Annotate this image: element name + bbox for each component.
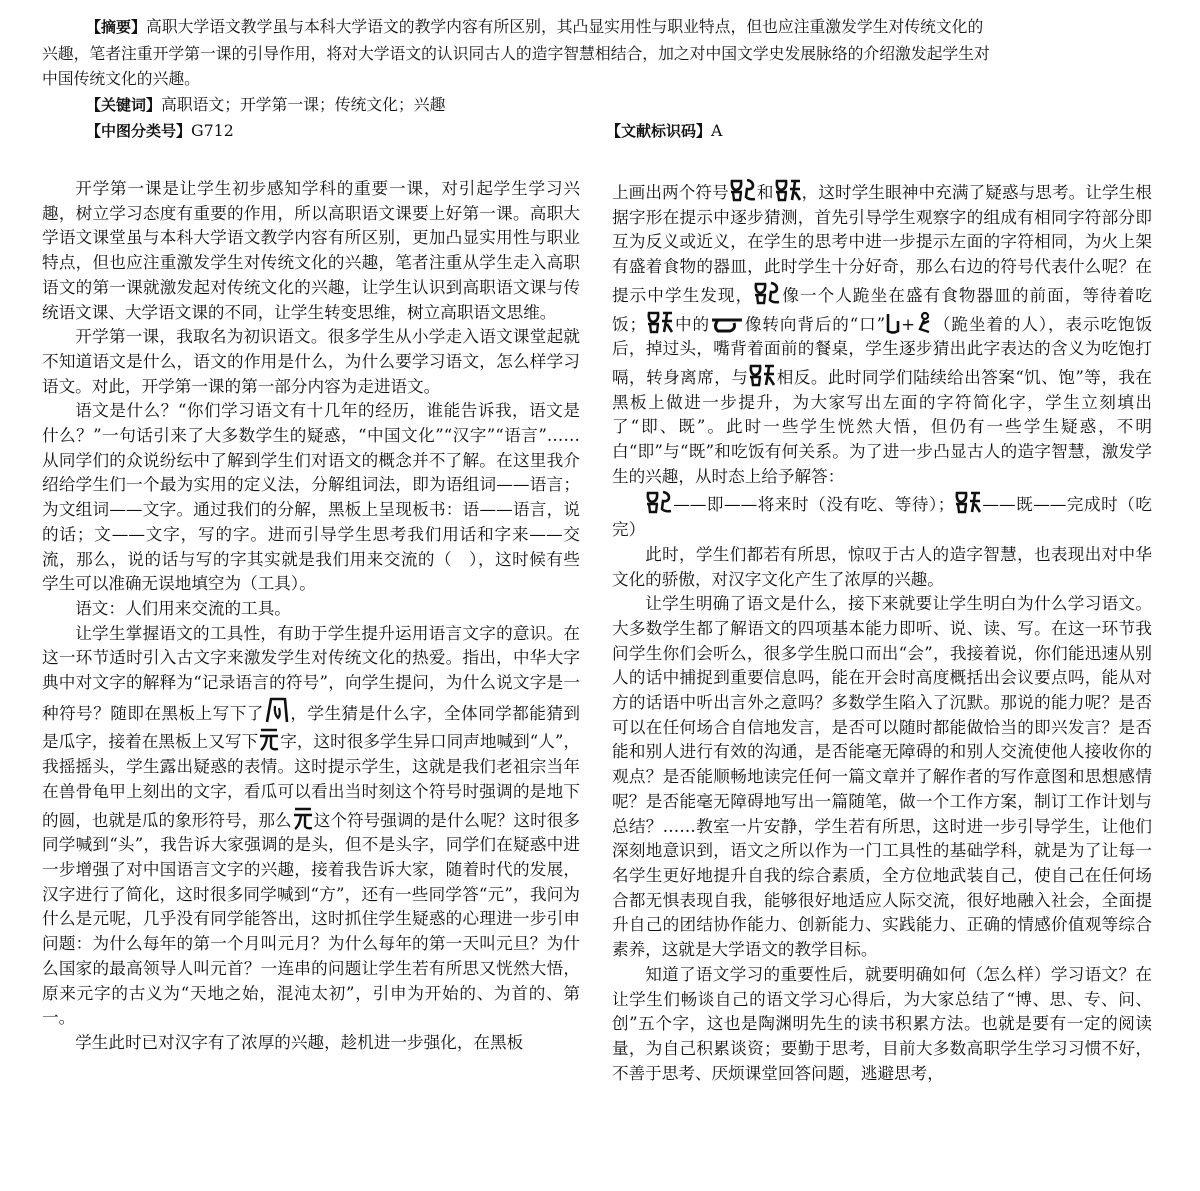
- body-paragraph: 开学第一课是让学生初步感知学科的重要一课，对引起学生学习兴趣，树立学习态度有重要的作用，所以高职语文课要上好第一课。高职大学语文课堂虽与本科大学语文教学内容有所区别，更加凸显实用性与职业特点，但也应注重激发学生对传统文化的兴趣，笔者注重从学生走入高职语文的第一课就激发起对传统文化的兴趣，让学生认识到高职语文课与传统语文课、大学语文课的不同，让学生转变思维，树立高职语文思维。: [42, 179, 580, 322]
- body-paragraph: 开学第一课，我取名为初识语文。很多学生从小学走入语文课堂起就不知道语文是什么，语文的作用是什么，为什么要学习语文，怎么样学习语文。对此，开学第一课的第一部分内容为走进语文。: [42, 327, 580, 396]
- body-right-column: [612, 177, 1152, 1086]
- text-run: 这个符号强调的是什么呢？这时很多同学喊到“头”，我告诉大家强调的是头，但不是头字，同学们在疑惑中进一步增强了对中国语言文字的兴趣，接着我告诉大家，随着时代的发展，汉字进行了简化，这时很多同学喊到“方”，还有一些同学答“元”，我问为什么是元呢，几乎没有同学能答出，这时抓住学生疑惑的心理进一步引申问题：为什么每年的第一个月叫元月？为什么每年的第一天叫元旦？为什么国家的最高领导人叫元首？一连串的问题让学生若有所思又恍然大悟，原来元字的古义为“天地之始，混沌太初”，引申为开始的、为首的、第一。: [42, 810, 581, 1028]
- text-run: ——既——完成时（吃完）: [612, 495, 1153, 540]
- classification-label: 【中图分类号】: [86, 122, 192, 140]
- text-run: ——即——将来时（没有吃、等待）；: [673, 495, 955, 515]
- abstract-label: 【摘要】: [86, 18, 147, 36]
- document-code-label: 【文献标识码】: [606, 122, 712, 140]
- ji-ancient-glyph-icon: [729, 177, 757, 203]
- text-run: 字，这时很多学生异口同声地喊到“人”，我摇摇头，学生露出疑惑的表情。这时提示学生，这就是我们老祖宗当年在兽骨龟甲上刻出的文字，看瓜可以看出当时刻这个符号时强调的是地下的圆，也就是瓜的象形符号，那么: [42, 732, 581, 830]
- abstract-text-1: 高职大学语文教学虽与本科大学语文的教学内容有所区别，其凸显实用性与职业特点，但也应注重激发学生对传统文化的: [146, 17, 984, 36]
- definition-line: 语文：人们用来交流的工具。: [75, 598, 291, 618]
- text-run: 上画出两个符号: [612, 183, 729, 202]
- turned-mouth-glyph-icon: [710, 315, 744, 335]
- abstract-line-2: 兴趣，笔者注重开学第一课的引导作用，将对大学语文的认识同古人的造字智慧相结合，加之对中国文学史发展脉络的介绍激发起学生对: [42, 43, 990, 63]
- ji-complete-ancient-glyph-icon: [748, 362, 776, 388]
- keywords-text: 高职语文；开学第一课；传统文化；兴趣: [161, 94, 446, 114]
- document-code: [606, 118, 722, 145]
- ji-complete-ancient-glyph-icon: [646, 309, 674, 335]
- keywords-line: [42, 92, 1162, 119]
- text-run: ，学生猜是什么字，全体同学都能猜到是瓜字，接着在黑板上又写下: [42, 703, 581, 752]
- abstract-line-3: 中国传统文化的兴趣。: [42, 69, 200, 88]
- text-run: 像一个人跪坐在盛有食物器皿的前面，等待着吃饭；: [612, 285, 1153, 334]
- text-run: 中的: [674, 314, 710, 334]
- keywords-label: 【关键词】: [86, 95, 162, 114]
- abstract-line-1: [42, 14, 1162, 41]
- body-paragraph: 此时，学生们都若有所思，惊叹于古人的造字智慧，也表现出对中华文化的骄傲，对汉字文化产生了浓厚的兴趣。: [612, 544, 1152, 589]
- body-paragraph: [612, 489, 1152, 542]
- kneeling-person-glyph-icon: [915, 311, 933, 335]
- text-run: 相反。此时同学们陆续给出答案“饥、饱”等，我在黑板上做进一步提升，为大家写出左面的字符简化字，学生立刻填出了“即、既”。此时一些学生恍然大悟，但仍有一些学生疑惑，不明白“即”与“既”和吃饭有何关系。为了进一步凸显古人的造字智慧，激发学生的兴趣，从时态上给予解答：: [612, 367, 1153, 486]
- text-run: 像转向背后的“口”: [743, 314, 886, 334]
- classification-code: G712: [191, 121, 234, 140]
- document-code-value: A: [711, 121, 723, 140]
- mouth-glyph-icon: [885, 311, 901, 335]
- text-run: +: [901, 314, 916, 334]
- text-run: 和: [756, 183, 774, 202]
- classification-line: [42, 118, 1162, 144]
- text-run: （跪坐着的人），表示吃饱饭后，掉过头，嘴背着面前的餐桌，学生逐步猜出此字表达的含义为吃饱打嗝，转身离席，与: [612, 314, 1153, 387]
- yuan-ancient-glyph-icon: [258, 726, 280, 752]
- ji-complete-ancient-glyph-icon: [774, 177, 802, 203]
- text-run: ，这时学生眼神中充满了疑惑与思考。让学生根据字形在提示中逐步猜测，首先引导学生观察字的组成有相同字符部分即互为反义或近义，在学生的思考中进一步提示左面的字符相同，为火上架有盛着食物的器皿，此时学生十分好奇，那么右边的符号代表什么呢？在提示中学生发现，: [612, 183, 1153, 305]
- body-left-column: [42, 177, 580, 1056]
- body-paragraph: 让学生明确了语文是什么，接下来就要让学生明白为什么学习语文。大多数学生都了解语文的四项基本能力即听、说、读、写。在这一环节我问学生你们会听么，很多学生脱口而出“会”，我接着说，你们能迅速从别人的话中捕捉到重要信息吗，能在开会时高度概括出会议要点吗，能从对方的话语中听出言外之意吗？多数学生陷入了沉默。那说的能力呢？是否可以在任何场合自信地发言，是否可以随时都能做恰当的即兴发言？是否能和别人进行有效的沟通，是否能毫无障碍的和别人交流使他人接收你的观点？是否能顺畅地读完任何一篇文章并了解作者的写作意图和思想感情呢？是否能毫无障碍地写出一篇随笔，做一个工作方案，制订工作计划与总结？……教室一片安静，学生若有所思，这时进一步引导学生，让他们深刻地意识到，语文之所以作为一门工具性的基础学科，就是为了让每一名学生更好地提升自我的综合素质，全方位地武装自己，使自己在任何场合都无惧表现自我，能够很好地适应人际交流，很好地融入社会，全面提升自己的团结协作能力、创新能力、实践能力、正确的情感价值观等综合素养，这就是大学语文的教学目标。: [612, 594, 1152, 960]
- gua-ancient-glyph-icon: [264, 696, 290, 724]
- ji-complete-ancient-glyph-icon: [954, 489, 982, 515]
- body-paragraph: 学生此时已对汉字有了浓厚的兴趣，趁机进一步强化，在黑板: [75, 1032, 524, 1052]
- paper-header: [42, 14, 1162, 144]
- body-paragraph: [42, 622, 580, 1031]
- ji-ancient-glyph-icon: [753, 280, 781, 306]
- body-paragraph: [612, 177, 1152, 489]
- body-paragraph: 语文是什么？“你们学习语文有十几年的经历，谁能告诉我，语文是什么？”一句话引来了大多数学生的疑惑，“中国文化”“汉字”“语言”……从同学们的众说纷纭中了解到学生们对语文的概念并不了解。在这里我介绍给学生们一个最为实用的定义法，分解组词法，即为语组词——语言；为文组词——文字。通过我们的分解，黑板上呈现板书：语——语言，说的话；文——文字，写的字。进而引导学生思考我们用话和字来——交流，那么，说的话与写的字其实就是我们用来交流的（ ），这时候有些学生可以准确无误地填空为（工具）。: [42, 401, 580, 594]
- body-paragraph: 知道了语文学习的重要性后，就要明确如何（怎么样）学习语文？在让学生们畅谈自己的语文学习心得后，为大家总结了“博、思、专、问、创”五个字，这也是陶渊明先生的读书积累方法。也就是要有一定的阅读量，为自己积累谈资；要勤于思考，目前大多数高职学生学习习惯不好，不善于思考、厌烦课堂回答问题，逃避思考，: [612, 964, 1152, 1083]
- yuan-ancient-glyph-icon: [292, 805, 314, 831]
- text-run: 让学生掌握语文的工具性，有助于学生提升运用语言文字的意识。在这一环节适时引入古文字来激发学生对传统文化的热爱。指出，中华大字典中对文字的解释为“记录语言的符号”，向学生提问，为什么说文字是一种符号？随即在黑板上写下了: [42, 623, 580, 723]
- ji-ancient-glyph-icon: [645, 489, 673, 515]
